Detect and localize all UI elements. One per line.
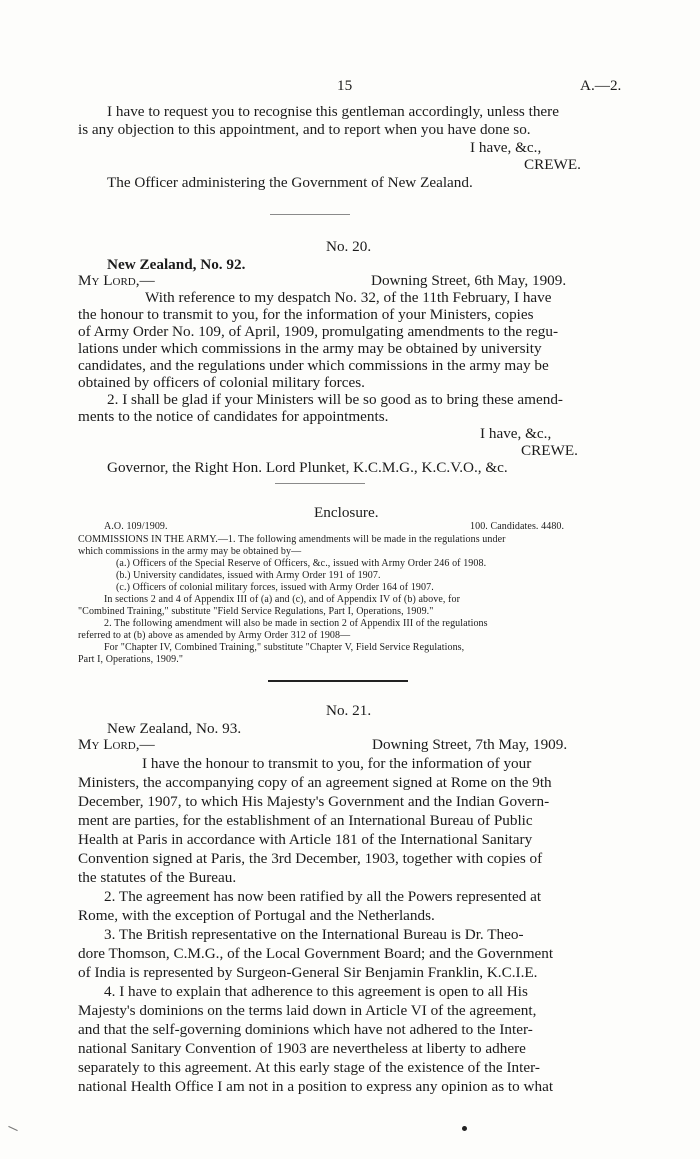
army-order-ref: A.O. 109/1909. bbox=[104, 521, 168, 532]
signature: CREWE. bbox=[524, 156, 581, 173]
scan-speck bbox=[462, 1126, 467, 1131]
signature: CREWE. bbox=[521, 442, 578, 459]
enclosure-heading: Enclosure. bbox=[314, 504, 379, 521]
addressee: Governor, the Right Hon. Lord Plunket, K.C.M.G., K.C.V.O., &c. bbox=[107, 459, 508, 476]
paragraph-line: December, 1907, to which His Majesty's Government and the Indian Govern- bbox=[78, 793, 550, 810]
despatch-ref: New Zealand, No. 92. bbox=[107, 256, 246, 273]
closing: I have, &c., bbox=[480, 425, 552, 442]
paragraph-line: Health at Paris in accordance with Article 181 of the International Sanitary bbox=[78, 831, 533, 848]
despatch-number: No. 21. bbox=[326, 702, 372, 719]
enclosure-line: 2. The following amendment will also be made in section 2 of Appendix III of the regulations bbox=[104, 618, 488, 629]
paragraph-line: I have to request you to recognise this gentleman accordingly, unless there bbox=[107, 103, 559, 120]
enclosure-line: (b.) University candidates, issued with Army Order 191 of 1907. bbox=[116, 570, 381, 581]
enclosure-line: (c.) Officers of colonial military forces, issued with Army Order 164 of 1907. bbox=[116, 582, 434, 593]
paragraph-line: dore Thomson, C.M.G., of the Local Government Board; and the Government bbox=[78, 945, 554, 962]
paragraph-line: obtained by officers of colonial military forces. bbox=[78, 374, 365, 391]
paragraph-line: national Sanitary Convention of 1903 are nevertheless at liberty to adhere bbox=[78, 1040, 526, 1057]
location-date: Downing Street, 6th May, 1909. bbox=[371, 272, 567, 289]
paragraph-line: I have the honour to transmit to you, for the information of your bbox=[142, 755, 532, 772]
paragraph-line: the statutes of the Bureau. bbox=[78, 869, 237, 886]
paragraph-line: Ministers, the accompanying copy of an agreement signed at Rome on the 9th bbox=[78, 774, 552, 791]
enclosure-line: which commissions in the army may be obtained by— bbox=[78, 546, 302, 557]
paragraph-line: the honour to transmit to you, for the information of your Ministers, copies bbox=[78, 306, 534, 323]
paragraph-line: of India is represented by Surgeon-General Sir Benjamin Franklin, K.C.I.E. bbox=[78, 964, 538, 981]
candidates-ref: 100. Candidates. 4480. bbox=[470, 521, 565, 532]
paragraph-line: 2. I shall be glad if your Ministers will be so good as to bring these amend- bbox=[107, 391, 563, 408]
paragraph-line: ment are parties, for the establishment of an International Bureau of Public bbox=[78, 812, 533, 829]
paragraph-line: 4. I have to explain that adherence to this agreement is open to all His bbox=[104, 983, 528, 1000]
page-number: 15 bbox=[337, 77, 353, 94]
enclosure-line: COMMISSIONS IN THE ARMY.—1. The following amendments will be made in the regulations under bbox=[78, 534, 506, 545]
enclosure-line: For "Chapter IV, Combined Training," substitute "Chapter V, Field Service Regulations, bbox=[104, 642, 465, 653]
paragraph-line: Majesty's dominions on the terms laid down in Article VI of the agreement, bbox=[78, 1002, 537, 1019]
paragraph-line: lations under which commissions in the army may be obtained by university bbox=[78, 340, 542, 357]
enclosure-line: "Combined Training," substitute "Field Service Regulations, Part I, Operations, 1909." bbox=[78, 606, 434, 617]
paragraph-line: Convention signed at Paris, the 3rd December, 1903, together with copies of bbox=[78, 850, 543, 867]
paragraph-line: candidates, and the regulations under which commissions in the army may be bbox=[78, 357, 549, 374]
enclosure-line: referred to at (b) above as amended by Army Order 312 of 1908— bbox=[78, 630, 351, 641]
paragraph-line: is any objection to this appointment, and to report when you have done so. bbox=[78, 121, 531, 138]
salutation: My Lord,— bbox=[78, 736, 155, 753]
paragraph-line: of Army Order No. 109, of April, 1909, promulgating amendments to the regu- bbox=[78, 323, 559, 340]
enclosure-line: Part I, Operations, 1909." bbox=[78, 654, 183, 665]
despatch-number: No. 20. bbox=[326, 238, 372, 255]
addressee: The Officer administering the Government of New Zealand. bbox=[107, 174, 473, 191]
enclosure-line: (a.) Officers of the Special Reserve of Officers, &c., issued with Army Order 246 of 1908. bbox=[116, 558, 487, 569]
scan-mark bbox=[8, 1126, 17, 1131]
paragraph-line: 2. The agreement has now been ratified by all the Powers represented at bbox=[104, 888, 542, 905]
location-date: Downing Street, 7th May, 1909. bbox=[372, 736, 568, 753]
section-divider bbox=[275, 483, 365, 484]
paragraph-line: With reference to my despatch No. 32, of the 11th February, I have bbox=[145, 289, 552, 306]
closing: I have, &c., bbox=[470, 139, 542, 156]
section-divider bbox=[268, 680, 408, 682]
document-reference: A.—2. bbox=[580, 77, 622, 94]
paragraph-line: national Health Office I am not in a position to express any opinion as to what bbox=[78, 1078, 554, 1095]
paragraph-line: 3. The British representative on the International Bureau is Dr. Theo- bbox=[104, 926, 524, 943]
paragraph-line: and that the self-governing dominions which have not adhered to the Inter- bbox=[78, 1021, 533, 1038]
section-divider bbox=[270, 214, 350, 215]
paragraph-line: separately to this agreement. At this early stage of the existence of the Inter- bbox=[78, 1059, 540, 1076]
enclosure-line: In sections 2 and 4 of Appendix III of (a) and (c), and of Appendix IV of (b) above, for bbox=[104, 594, 461, 605]
paragraph-line: ments to the notice of candidates for appointments. bbox=[78, 408, 389, 425]
paragraph-line: Rome, with the exception of Portugal and the Netherlands. bbox=[78, 907, 435, 924]
despatch-ref: New Zealand, No. 93. bbox=[107, 720, 242, 737]
salutation: My Lord,— bbox=[78, 272, 155, 289]
